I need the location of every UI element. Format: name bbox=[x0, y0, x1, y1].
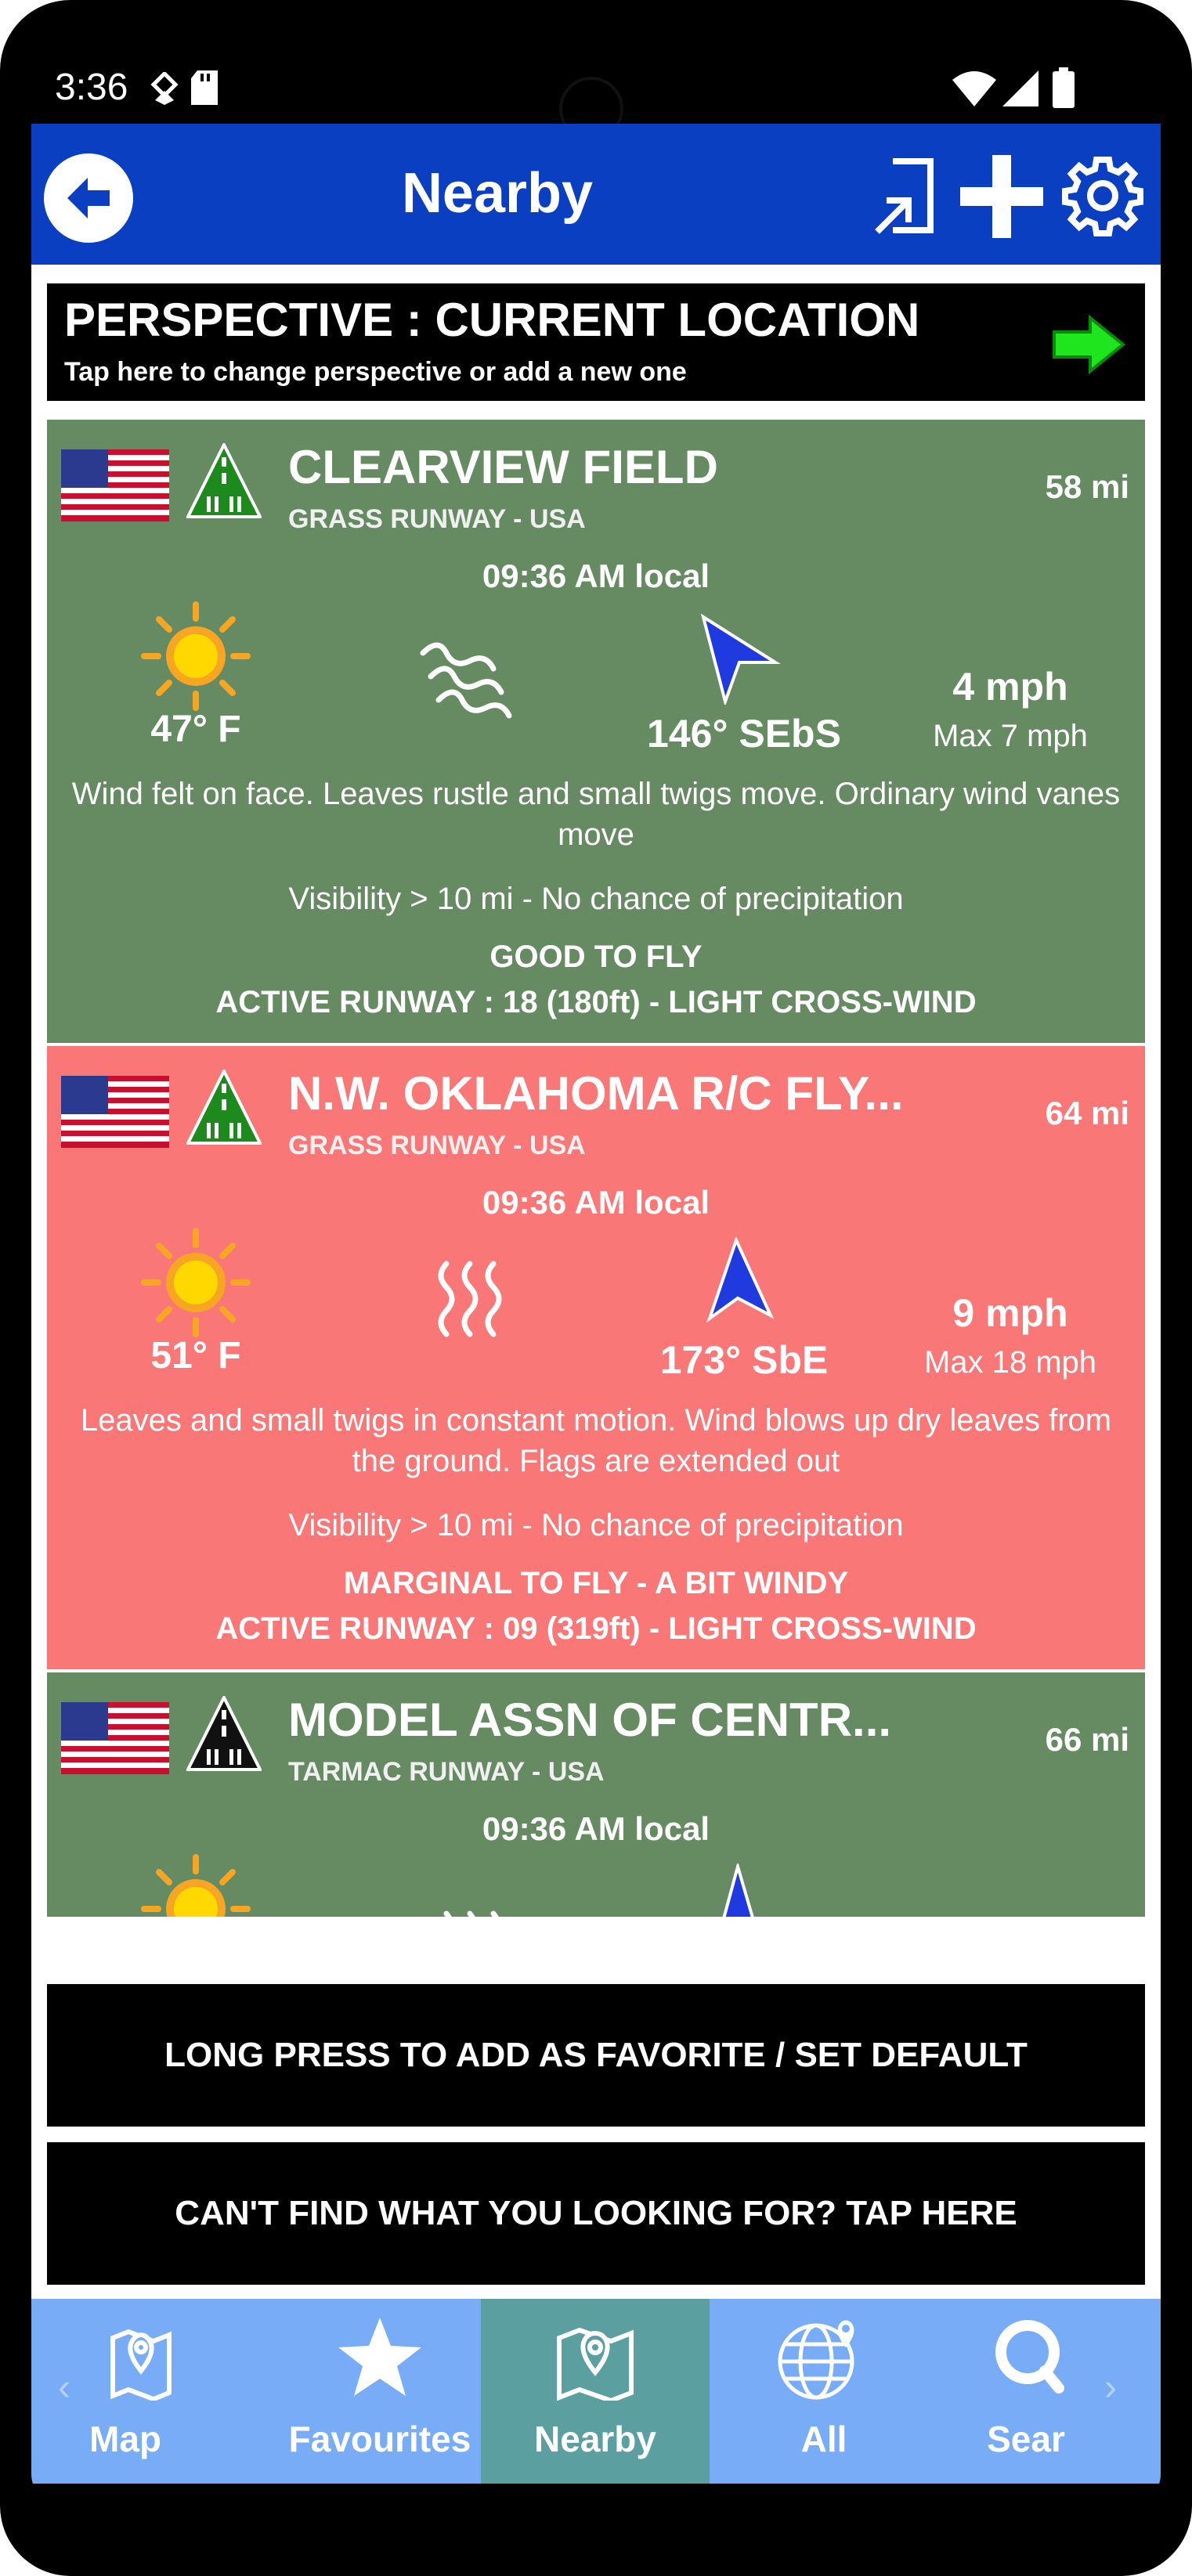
plus-icon bbox=[960, 155, 1043, 238]
runway-type: GRASS RUNWAY - USA bbox=[288, 1131, 586, 1160]
star-icon bbox=[337, 2314, 423, 2401]
tab-label: Map bbox=[89, 2419, 161, 2459]
add-button[interactable] bbox=[960, 155, 1043, 242]
perspective-title: PERSPECTIVE : CURRENT LOCATION bbox=[64, 294, 920, 346]
nearby-map-icon bbox=[556, 2314, 634, 2401]
perspective-banner[interactable] bbox=[47, 283, 1145, 401]
runway-type: TARMAC RUNWAY - USA bbox=[288, 1757, 605, 1787]
field-name: N.W. OKLAHOMA R/C FLY... bbox=[288, 1067, 904, 1120]
temperature: 47° F bbox=[150, 709, 241, 750]
field-name: CLEARVIEW FIELD bbox=[288, 441, 718, 493]
grass-runway-icon bbox=[186, 1070, 262, 1145]
tab-label: Nearby bbox=[534, 2419, 656, 2459]
import-icon bbox=[869, 155, 937, 236]
grass-runway-icon bbox=[186, 443, 262, 518]
local-time: 09:36 AM local bbox=[482, 1810, 710, 1847]
navigation-status-icon bbox=[150, 72, 179, 110]
page-title: Nearby bbox=[401, 162, 594, 225]
wind-icon bbox=[415, 1882, 525, 1917]
wind-speed: 9 mph bbox=[952, 1291, 1068, 1335]
fly-verdict: MARGINAL TO FLY - A BIT WINDY bbox=[343, 1566, 849, 1600]
us-flag-icon bbox=[61, 1702, 169, 1774]
active-runway: ACTIVE RUNWAY : 09 (319ft) - LIGHT CROSS-WIND bbox=[215, 1611, 977, 1646]
import-button[interactable] bbox=[869, 155, 937, 240]
local-time: 09:36 AM local bbox=[482, 1184, 710, 1221]
globe-icon bbox=[777, 2314, 865, 2402]
signal-icon bbox=[1002, 70, 1038, 110]
wind-speed: 4 mph bbox=[952, 665, 1068, 709]
wind-direction-icon bbox=[697, 1237, 783, 1331]
tab-search[interactable] bbox=[938, 2299, 1161, 2484]
app-bar bbox=[31, 124, 1161, 265]
add-favorite-button[interactable]: LONG PRESS TO ADD AS FAVORITE / SET DEFAULT bbox=[47, 1984, 1145, 2127]
search-icon bbox=[990, 2314, 1068, 2401]
green-arrow-icon bbox=[1051, 315, 1126, 378]
bottom-navigation bbox=[31, 2299, 1161, 2484]
active-runway: ACTIVE RUNWAY : 18 (180ft) - LIGHT CROSS-WIND bbox=[215, 985, 977, 1019]
wind-direction: 173° SbE bbox=[659, 1338, 829, 1382]
tab-all[interactable] bbox=[710, 2299, 938, 2484]
status-bar bbox=[31, 55, 1161, 124]
tab-label: Sear bbox=[987, 2419, 1065, 2459]
wind-direction: 146° SEbS bbox=[647, 712, 841, 756]
wind-icon bbox=[415, 630, 525, 731]
wind-description: Leaves and small twigs in constant motion. Wind blows up dry leaves from the ground. Flags are extended out bbox=[80, 1403, 1112, 1478]
max-wind-speed: Max 18 mph bbox=[923, 1345, 1097, 1380]
status-time: 3:36 bbox=[55, 67, 128, 108]
battery-icon bbox=[1053, 67, 1075, 112]
nearby-list[interactable] bbox=[47, 420, 1145, 1917]
wind-direction-icon bbox=[697, 611, 783, 705]
tab-nearby[interactable] bbox=[481, 2299, 710, 2484]
distance: 58 mi bbox=[1045, 468, 1129, 505]
us-flag-icon bbox=[61, 449, 169, 521]
wind-description: Wind felt on face. Leaves rustle and small twigs move. Ordinary wind vanes move bbox=[71, 777, 1121, 852]
tab-label: All bbox=[800, 2419, 847, 2459]
temperature: 51° F bbox=[150, 1335, 241, 1376]
visibility: Visibility > 10 mi - No chance of precipitation bbox=[288, 1508, 904, 1542]
cant-find-button[interactable]: CAN'T FIND WHAT YOU LOOKING FOR? TAP HERE bbox=[47, 2142, 1145, 2285]
wind-direction-icon bbox=[697, 1863, 783, 1917]
list-item[interactable] bbox=[47, 1046, 1145, 1669]
content-area bbox=[31, 265, 1161, 2300]
sun-icon bbox=[141, 1854, 251, 1917]
local-time: 09:36 AM local bbox=[482, 557, 710, 594]
list-item[interactable] bbox=[47, 420, 1145, 1043]
tab-label: Favourites bbox=[288, 2419, 471, 2459]
field-name: MODEL ASSN OF CENTR... bbox=[288, 1694, 892, 1746]
settings-button[interactable] bbox=[1062, 155, 1143, 240]
tab-map[interactable] bbox=[31, 2299, 251, 2484]
sd-card-icon bbox=[191, 70, 218, 109]
gear-icon bbox=[1062, 155, 1143, 236]
tarmac-runway-icon bbox=[186, 1696, 262, 1771]
max-wind-speed: Max 7 mph bbox=[933, 719, 1088, 753]
home-indicator-bar bbox=[31, 2484, 1161, 2506]
us-flag-icon bbox=[61, 1076, 169, 1148]
wifi-icon bbox=[952, 70, 996, 110]
chevron-right-icon[interactable]: › bbox=[1104, 2367, 1117, 2408]
sun-icon bbox=[141, 1228, 251, 1337]
visibility: Visibility > 10 mi - No chance of precipitation bbox=[288, 882, 904, 916]
fly-verdict: GOOD TO FLY bbox=[489, 940, 703, 974]
wind-icon bbox=[415, 1256, 525, 1358]
screen bbox=[31, 55, 1161, 2506]
perspective-subtitle: Tap here to change perspective or add a new one bbox=[64, 357, 687, 387]
map-icon bbox=[110, 2314, 172, 2401]
list-item[interactable] bbox=[47, 1672, 1145, 1917]
sun-icon bbox=[141, 601, 251, 711]
runway-type: GRASS RUNWAY - USA bbox=[288, 504, 586, 534]
distance: 64 mi bbox=[1045, 1095, 1129, 1131]
distance: 66 mi bbox=[1045, 1721, 1129, 1758]
tab-favourites[interactable] bbox=[251, 2299, 509, 2484]
chevron-left-icon[interactable]: ‹ bbox=[58, 2367, 70, 2408]
